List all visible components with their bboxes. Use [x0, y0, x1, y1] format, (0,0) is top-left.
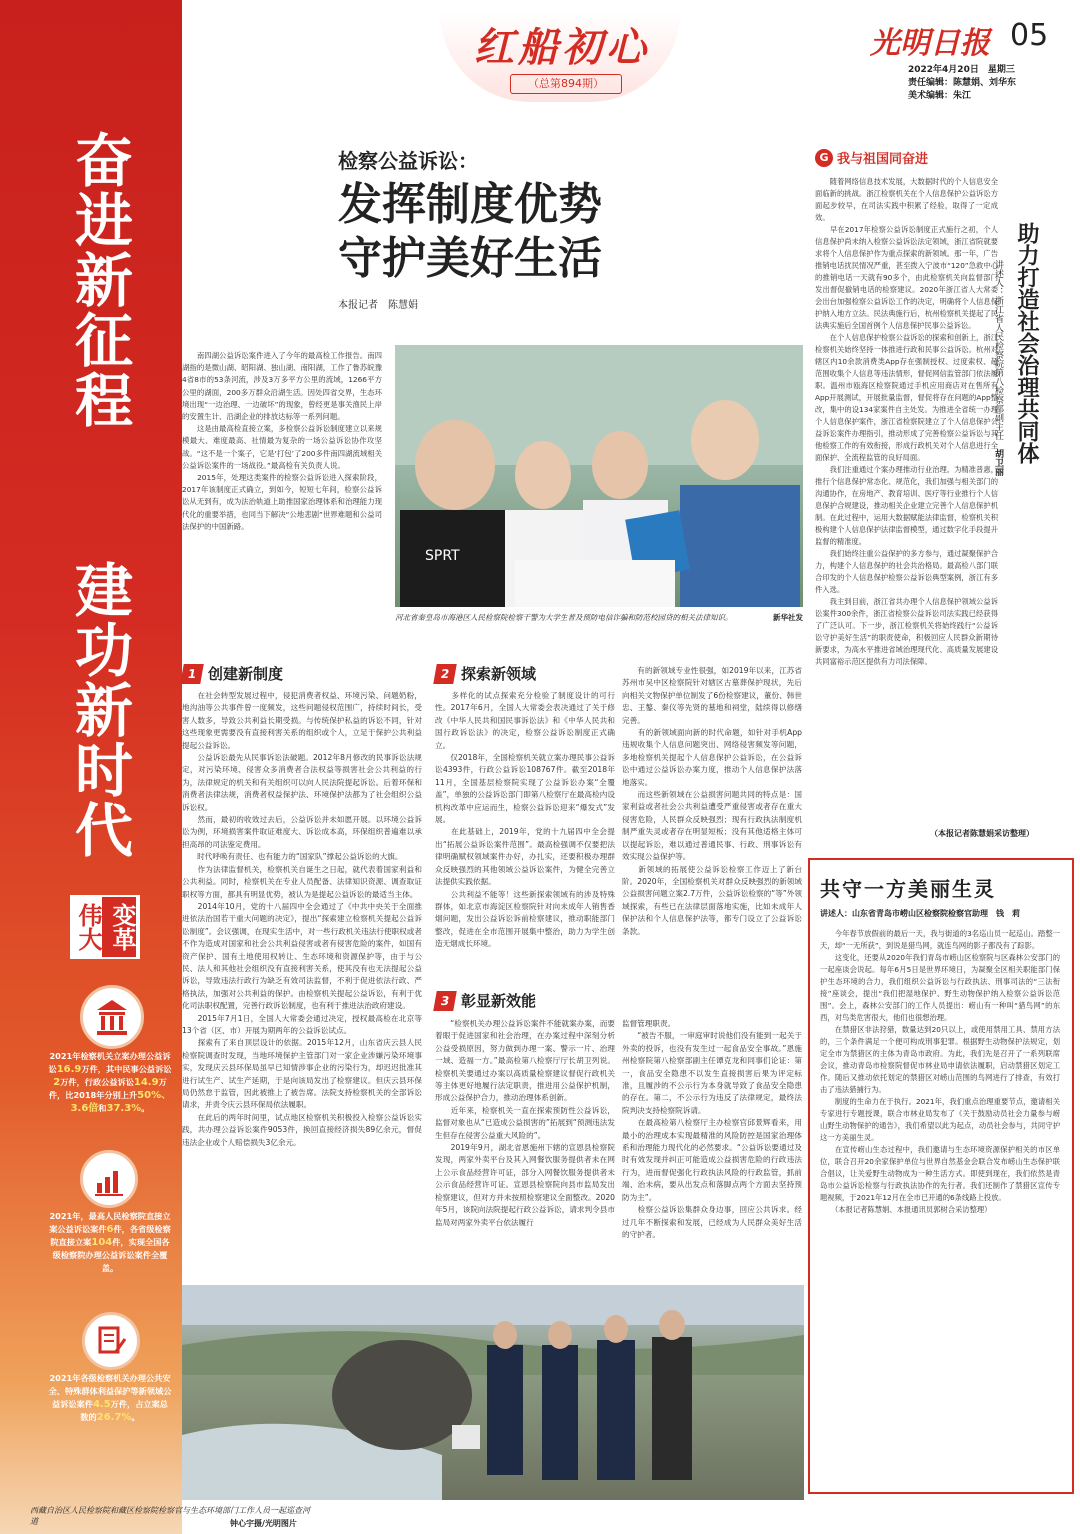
- photo-river-inspection: [182, 1285, 804, 1500]
- headline: [338, 178, 602, 286]
- story-box-title: 共守一方美丽生灵: [820, 877, 996, 901]
- right-column-signature: （本报记者陈慧娟采访整理）: [930, 829, 1034, 838]
- seal-text-1: 伟大: [74, 903, 102, 951]
- article-kicker: 检察公益诉讼：: [338, 149, 478, 173]
- section-3-heading: [435, 990, 536, 1011]
- story-box-speaker: 讲述人：山东省青岛市崂山区检察院检察官助理 钱 莉: [820, 909, 1020, 918]
- headline-line-1: 发挥制度优势: [338, 179, 602, 230]
- section-2-text-col1: 多样化的试点探索充分检验了制度设计的可行性。2017年6月，全国人大常委会表决通过了关于修改《中华人民共和国民事诉讼法》和《中华人民共和国行政诉讼法》的决定，检察公益诉讼制度正式确立。 仅2018年，全国检察机关就立案办理民事公益诉讼4393件，行政公益诉讼108767件。截至2018年11月，全国基层检察院实现了公益诉讼办案“全覆盖”，单独的公益诉讼部门即第八检察厅在最高检内设机构改革中应运而生，检察公益诉讼迎来“爆发式”发展。 在此基础上，2019年，党的十九届四中全会提出“拓展公益诉讼案件范围”。最高检强调不仅要把法律明确赋权领域案件办好，办扎实，还要积极办理群众反映强烈的其他领域公益诉讼案件，为健全完善立法提供实践依据。 公共利益不能等！这些新探索领域有的涉及特殊群体，如北京市海淀区检察院针对向未成年人销售香烟问题，发出公益诉讼诉前检察建议，推动职能部门整改，促进在全市范围开展集中整治，助力为学生创造无烟成长环境。: [435, 691, 615, 949]
- issue-date: 2022年4月20日 星期三: [908, 65, 1015, 75]
- section-2-number: 2: [433, 664, 457, 684]
- section-2-title: 探索新领域: [461, 665, 537, 683]
- sidebar-slogan-1: 奋进新征程: [65, 130, 133, 430]
- section-3-text-col2: 监督管理职责。 “被告不服，一审庭审时说他们没有能到一起关于外卖的投诉，也没有发生过一起食品安全事故。”恩施州检察院第八检察部副主任谭克龙和同事们论证：第一，食品安全隐患不以发生直接损害后果为评定标准，且履涉的不公示行为本身就导致了食品安全隐患的存在。第二，不公示行为违反了法律规定，最终法院判决支持检察院诉请。 在最高检第八检察厅主办检察官邱景辉看来，用最小的治理成本实现最精准的风险防控是国家治理体系和治理能力现代化的必然要求。“公益诉讼要通过及时有效发现并纠正可能造成公益损害危险的行政违法行为，进而督促强化行政执法风险的行政监管，抓前端、治未病，要从出发点和落脚点两个方面去坚持预防为主”。 检察公益诉讼集群众身边事，回应公共诉求。经过几年不断探索和发展，已经成为人民群众美好生活的守护者。: [622, 1019, 802, 1239]
- svg-text:SPRT: SPRT: [425, 548, 460, 564]
- stat-box-2: 2021年，最高人民检察院直接立案公益诉讼案件6件，各省级检察院直接立案104件，实现全国各级检察院办理公益诉讼案件全覆盖。: [49, 1211, 171, 1273]
- section-3-number: 3: [433, 991, 457, 1011]
- sidebar-slogan-2: 建功新时代: [65, 560, 133, 860]
- headline-line-2: 守护美好生活: [338, 233, 602, 284]
- reform-seal: [70, 895, 140, 959]
- right-column-speaker: 讲述人：浙江省人民检察院第八检察部副主任 胡卫丽: [993, 260, 1003, 476]
- section-1-text: 在社会转型发展过程中，侵犯消费者权益、环境污染、问题奶粉，地沟油等公共事件曾一度频发，这些问题侵权范围广，持续时间长，受害人数多，导致公共利益长期受损。与传统保护私益的诉讼不同，针对这些现象更需要没有直接利害关系的组织或个人，立足于保护公共利益提起公益诉讼。 公益诉讼最先从民事诉讼法破题。2012年8月修改的民事诉讼法规定，对污染环境、侵害众多消费者合法权益等损害社会公共利益的行为，法律规定的机关和有关组织可以向人民法院提起诉讼。后着环保和消费者法律法规，消费者权益保护法、环境保护法都为了社会组织公益诉讼权。 然而，最初的收效过去后，公益诉讼并未如愿开展。以环境公益诉讼为例，环境损害案件取证难度大、诉讼成本高，环保组织普遍难以承担高昂的司法鉴定费用。 时代呼唤有责任、也有能力的“国家队”撑起公益诉讼的大旗。 作为法律监督机关，检察机关自诞生之日起，就代表着国家利益和公共利益。同时，检察机关在专业人员配备、法律知识资源、调查取证职权等方面，都具有明显优势，被认为是提起公益诉讼的最适当主体。 2014年10月，党的十八届四中全会通过了《中共中央关于全面推进依法治国若干重大问题的决定》，提出“探索建立检察机关提起公益诉讼制度”。会议强调，在现实生活中，对一些行政机关违法行使职权或者不作为造成对国家和社会公共利益侵害或者有侵害危险的案件，如国有资产保护、国有土地使用权转让、生态环境和资源保护等，由于与公民、法人和其他社会组织没有直接利害关系，使其没有也无法提起公益诉讼，导致违法行政行为缺乏有效司法监督，不利于促进依法行政、严格执法，加强对公共利益的保护。由检察机关提起公益诉讼，有利于优化司法职权配置，完善行政诉讼制度，也有利于推进法治政府建设。 2015年7月1日，全国人大常委会通过决定，授权最高检在北京等13个省（区、市）开展为期两年的公益诉讼试点。 探索有了来自顶层设计的依据。2015年12月，山东省庆云县人民检察院调查时发现，当地环境保护主管部门对一家企业涉嫌污染环境事实，发现庆云县环保局虽早已知情涉事企业的污染行为，却迟迟批准其进行试生产、试生产延期，于是向该局发出了检察建议。但庆云县环保局仍然怠于监管，因此被推上了被告席。法院支持检察机关的全部诉讼请求，并责令庆云县环保局依法履职。 在此后的两年时间里，试点地区检察机关积极投入检察公益诉讼实践，共办理公益诉讼案件9053件，换回直接经济损失89亿余元，督促违法企业或个人赔偿损失3亿余元。: [182, 691, 422, 1147]
- page-number: 05: [1010, 18, 1049, 53]
- section-2-heading: [435, 663, 536, 684]
- stat-box-1: 2021年检察机关立案办理公益诉讼16.9万件，其中民事公益诉讼2万件，行政公益诉讼14.9万件，比2018年分别上升50%、3.6倍和37.3%。: [48, 1051, 172, 1114]
- paper-name: 光明日报: [870, 26, 990, 61]
- bar-chart-icon: [80, 1150, 138, 1208]
- photo-students-prosecutor: [395, 345, 803, 607]
- byline: 本报记者 陈慧娟: [338, 300, 418, 311]
- document-pen-icon: [82, 1312, 140, 1370]
- issue-number: （总第894期）: [510, 74, 622, 94]
- section-2-text-col2: 有的新领域专业性很强，如2019年以来，江苏省苏州市吴中区检察院针对辖区古墓葬保护现状，先后向相关文物保护单位制发了6份检察建议，董份、韩世忠、王鏊、秦仪等先贤的墓地和祠堂，陆续得以修缮完善。 有的新领域面向新的时代命题，如针对手机App违规收集个人信息问题突出、网络侵害频发等问题，多地检察机关提起个人信息保护公益诉讼，在公益诉讼中通过公益诉讼办案力度，推动个人信息保护法落地落实。 而这些新领域在公益损害问题共同的特点是：国家利益或者社会公共利益遭受严重侵害或者存在重大侵害危险，人民群众反映强烈；现有行政执法制度机制严重失灵或者存在明显短板；没有其他适格主体可以提起诉讼，难以通过普通民事、行政、刑事诉讼有效实现公益保护等。 新领域的拓展使公益诉讼检察工作迈上了新台阶。2020年，全国检察机关对群众反映强烈的新领域公益损害问题立案2.7万件，公益诉讼检察的“等”外领域探索，有些已在法律层面落地实施，比如未成年人保护法和个人信息保护法等，都专门设立了公益诉讼条款。: [622, 666, 802, 936]
- duty-editors: 责任编辑：陈慧娟、刘华东: [908, 78, 1017, 88]
- g-logo-icon: G: [815, 149, 833, 167]
- photo1-caption: 河北省秦皇岛市海港区人民检察院检察干警为大学生普及预防电信诈骗和防范校园贷的相关法律知识。 新华社发: [395, 613, 803, 622]
- photo2-caption: 西藏自治区人民检察院和藏区检察院检察官与生态环境部门工作人员一起巡查河道: [30, 1506, 310, 1526]
- court-icon: [80, 985, 144, 1049]
- column-title: 红船初心: [474, 24, 650, 71]
- section-1-number: 1: [180, 664, 204, 684]
- photo1-credit: 新华社发: [773, 613, 803, 622]
- seal-text-2: 变革: [102, 897, 136, 957]
- section-1-title: 创建新制度: [208, 665, 284, 683]
- stat-box-3: 2021年各级检察机关办理公共安全、特殊群体利益保护等新领域公益诉讼案件4.5万件，占立案总数的26.7%。: [48, 1373, 172, 1423]
- intro-text: 南四湖公益诉讼案件进入了今年的最高检工作报告。南四湖指的是微山湖、昭阳湖、独山湖、南阳湖，工作了鲁苏皖豫4省8市的53条河流，涉及3万多平方公里的流域，1266平方公里的湖面，200多万群众沿湖生活。因处四省交界，生态环境出现“一边治理、一边破坏”的现象，曾经更是事关渔民上岸的安置生计、沿湖企业的排放达标等一系列问题。 这是由最高检直接立案，多检察公益诉讼制度建立以来规模最大、难度最高、社情最为复杂的一场公益诉讼协作攻坚战。“这不是一个案子，它是‘打包’了200多件南四湖流域相关公益诉讼案件的一场战役。”最高检有关负责人说。 2015年，处理这类案件的检察公益诉讼进入探索阶段，2017年该制度正式确立，到如今，短短七年间，检察公益诉讼从无到有，成为法治轨道上助推国家治理体系和治理能力现代化的重要举措，也同当下解决“公地悲剧”世界难题和公益司法保护的中国新路。: [182, 351, 382, 531]
- section-3-text-col1: “检察机关办理公益诉讼案件不能就案办案，而要着眼于促进国家和社会治理，在办案过程中深刻分析公益受损原因，努力做到办理一案、警示一片、治理一域、造福一方。”最高检第八检察厅厅长胡卫列说。检察机关要通过办案以高质量检察建议督促行政机关等主体更好地履行法定职责，推进用公益保护机制，形成公益保护合力，推动治理体系创新。 近年来，检察机关一直在探索预防性公益诉讼，监督对象也从“已造成公益损害的”拓展到“预测违法发生但存在侵害公益重大风险的”。 2019年9月，湖北省恩施州下辖的宣恩县检察院发现，两家外卖平台及其入网餐饮服务提供者未在网上公示食品经营许可证，部分入网餐饮服务提供者未公示食品经营许可证。宣恩县检察院向县市监局发出检察建议，但对方并未按照检察建议全面整改。2020年5月，该院向法院提起行政公益诉讼，请求判令县市监局对两家外卖平台依法履行: [435, 1019, 615, 1227]
- masthead-meta: [908, 64, 1016, 103]
- section-1-heading: [182, 663, 283, 684]
- story-box-text: 今年春节放假前的最后一天，我与街道的3名巡山员一起巡山。踏整一天，却“一无所获”，到说是猎鸟网，就连鸟网的影子都没有了踪影。 这变化，还要从2020年我们青岛市崂山区检察院与区森林公安部门的一起座谈会说起。每年6月5日是世界环境日，为凝聚全区相关职能部门保护生态环境的合力，我们组织公益诉讼与行政执法、刑事司法的“三法衔接”座谈会，提出“我们把湿地保护、野生动物保护纳入检察公益诉讼范围”。会上，森林公安部门的工作人员提出：崂山有一种叫“猎鸟网”的东西，对鸟类危害很大，他们也很想治理。 在禁猎区非法狩猎，数量达到20只以上，或使用禁用工具、禁用方法的，三个条件满足一个便可构成刑事犯罪。根据野生动物保护法规定，划定全市为禁猎区的主体为青岛市政府。为此，我们先是召开了一系列联席会议，推动青岛市检察院督促市林业局申请依法履职，启动禁猎区划定工作。随后又推动依托划定的禁猎区对崂山范围的鸟网进行了排查，有效打击了违法猎捕行为。 制度的生命力在于执行。2021年，我们重点治理重要节点，邀请相关专家进行专题授课，联合市林业局发布了《关于鼓励动员社会力量参与崂山野生动物保护的通告》，我们希望以此为起点，动员社会参与，共同守护这一方美丽生灵。 在宣传崂山生态过程中，我们邀请与生态环境资源保护相关的市区单位，联合召开20余家保护单位与世界自然基金会联合发布崂山生态保护联合倡议，让关爱野生动物成为一种生活方式。即使到现在，我们依然是青岛市公益诉讼检察与行政执法协作的先行者。我们还制作了禁猎区宣传专题视频，于2021年12月在全市已开通的6条线路上投放。 （本报记者陈慧娟、本报通讯员郭树合采访整理）: [820, 929, 1060, 1214]
- right-column-title: 助力打造社会治理共同体: [1014, 222, 1039, 464]
- right-column-text: 随着网络信息技术发展，大数据时代的个人信息安全面临新的挑战。浙江检察机关在个人信息保护公益诉讼方面起步较早，在司法实践中积累了经验，取得了一定成效。 早在2017年检察公益诉讼制度正式施行之初，个人信息保护尚未纳入检察公益诉讼法定领域，浙江省院就要求将个人信息保护作为重点探索的新领域。那一年，广告推销电话扰民情况严重，甚至拨入宁波市“120”急救中心的推销电话一天就有90多个，由此检察机关向监督部门发出督促撤销电话的检察建议。2020年浙江省人大常委会出台加强检察公益诉讼工作的决定，明确将个人信息保护纳入地方立法。民法典施行后，杭州检察机关提起了民法典实施后全国首例个人信息保护民事公益诉讼。 在个人信息保护检察公益诉讼的探索和创新上，浙江检察机关始终坚持一体推进行政和民事公益诉讼。杭州对辖区内10余款消费类App存在强制授权、过度索权、超范围收集个人信息等违法情形，督促网信监管部门依法履职。温州市瓯海区检察院通过手机应用商店对在售所有App开展测试，开展批量监督，督促将存在问题的App整改，集中的设134家案件自主处发。为推进全省统一办理个人信息保护案件，浙江省检察院建立了个人信息保护公益诉讼案件办理指引，推动形成了完善检察公益诉讼与其他检察工作的有效衔接，形成行政机关对个人信息进行全面保护、全流程监管的良好局面。 我们注重通过个案办理推动行业治理。为精准普惠，推行个信息保护常态化、规范化，我们加强与相关部门的沟通协作，在房地产、教育培训、医疗等行业推行个人信息保护合规建设，推动相关企业建立完善个人信息保护机制。在此过程中，运用大数据赋能法律监督，检察机关积极构建个人信息保护法律监督模型，通过数字化手段提升监督的精准度。 我们始终注重公益保护的多方参与，通过凝聚保护合力，构建个人信息保护的社会共治格局。最高检八部门联合印发的个人信息保护检察公益诉讼典型案例，浙江有多件入选。 我主到目前，浙江省共办理个人信息保护领域公益诉讼案件300余件，浙江省检察公益诉讼司法实践已经获得了广泛认可。下一步，浙江检察机关将始终践行“公益诉讼守护美好生活”的职责使命，积极回应人民群众新期待新要求，为高水平推进省域治理现代化、高质量发展建设共同富裕示范区提供有力司法保障。: [815, 177, 998, 666]
- section-3-title: 彰显新效能: [461, 992, 537, 1010]
- photo2-credit: 钟心宇摄/光明图片: [230, 1519, 297, 1528]
- section-banner: G 我与祖国同奋进: [815, 148, 928, 167]
- art-editor: 美术编辑：朱江: [908, 91, 972, 101]
